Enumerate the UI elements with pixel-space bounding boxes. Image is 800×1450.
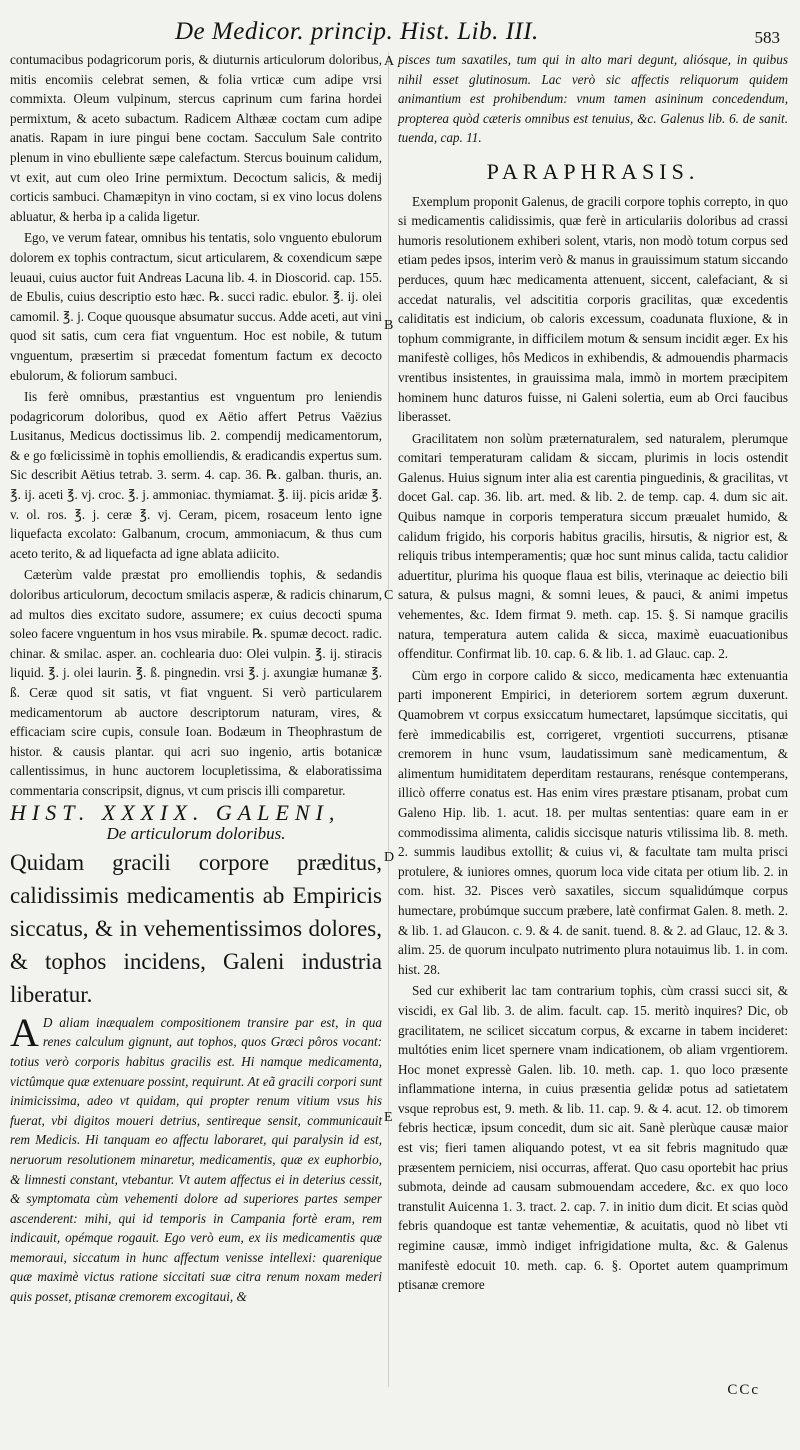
running-title: De Medicor. princip. Hist. Lib. III. <box>175 18 539 45</box>
margin-letter-b: B <box>384 318 394 333</box>
catchword: CCc <box>727 1382 760 1398</box>
right-column <box>398 50 788 1297</box>
margin-letter-c: C <box>384 588 394 603</box>
history-body <box>10 1009 382 1307</box>
margin-letter-a: A <box>384 54 395 69</box>
paraphrasis-heading: PARAPHRASIS. <box>486 158 700 184</box>
right-paragraph-5: Sed cur exhiberit lac tam contrarium tophis, cùm crassi succi sit, & viscidi, ex Gal lib. 3. de alim. facult. cap. 15. meritò inquires? Dic, ob gracilitatem, ne scilicet siccatum corpus, & excarne in tabem incideret: multóties enim licet spernere vnam indicationem, ob aliam vrgentiorem. Hoc monet expressè Galen. lib. 10. meth. cap. 1. quo loco præsente inflammatione interna, in cuius præsentia gelidæ potus ad satietatem vsque reprobus est, 9. meth. & lib. 11. cap. 9. & 4. acut. 12. ob timorem febris hecticæ, ipsum concedit, dum sic ait. Sanè plerùque causæ maior est vis; fieri tamen aliquando potest, vt ea sit febris magnitudo quæ præsentem perniciem, nisi occurras, afferat. Quo casu oportebit hac prius submota, deinde ad causam submouendam accedere, &c. ex quo loco transtulit Auicenna 1. 3. tract. 2. cap. 7. in initio dum dicit. Et scias quòd febris quandoque est tantæ vehementiæ, & acuitatis, quod nò libet vti regimine causæ, immò indiget infrigidatione multa, &c. & Galenus manifestè edocuit 10. meth. cap. 6. §. Oportet autem quamprimum ptisanæ cremore <box>398 983 788 1293</box>
margin-letter-e: E <box>384 1110 393 1125</box>
running-head <box>0 14 800 54</box>
page-number: 583 <box>754 28 780 47</box>
column-divider <box>388 52 389 1387</box>
right-paragraph-3: Gracilitatem non solùm præternaturalem, sed naturalem, plerumque comitari temperaturam calidam & siccam, plurimis in locis ostendit Galenus. Huius signum inter alia est carentia pinguedinis, & gracilitas, vt docet Gal. cap. 36. lib. art. med. & lib. 2. de temp. cap. 4. dum sic ait. Quibus namque in corporis temperatura siccum præualet humido, & calidum frigido, his corporis habitus gracilis, hirsutis, & nigrior est, & reliquis tribus intemperamentis; quæ hoc sunt minus calida, tactu calidior aduertitur, plurima his quoque flaua est bilis, vterinaque ac deiectio bili satura, & pulsus magni, & somni leues, & pauci, & animi impetus vehementes, &c. Idem firmat 9. meth. cap. 15. §. Si namque gracilis natura, temperatura autem calida & sicca, maximè euacuationibus offenditur. Confirmat lib. 10. cap. 6. & lib. 1. ad Glauc. cap. 2. <box>398 430 788 662</box>
right-paragraph-2: Exemplum proponit Galenus, de gracili corpore tophis correpto, in quo si medicamentis calidissimis, quæ ferè in articulariis doloribus ad crassi humoris resolutionem exhiberi solent, vtaris, non modò totum corpus sed etiam pedes ipsos, interim verò & manus in grauissimum statum siccando perduces, quum hæc medicamenta attenuent, siccent, calefaciant, & si accedat naturalis, vel adscititia corporis gracilitas, quæ excedentis caliditatis est indicium, ob caloris excessum, coadunata fluxione, & in tophum commigrante, in difficilem motum & sensum incidit æger. Ex his manifestè colliges, hôs Medicos in exhibendis, & admouendis pharmacis vrentibus insistentes, in grauissima mala, immò in mortem præcipitem hominem hunc daturos fuisse, ni Galeni solertia, eum ab Orci faucibus liberasset. <box>398 193 788 425</box>
drop-cap: A <box>10 1009 39 1055</box>
right-paragraph-4: Cùm ergo in corpore calido & sicco, medicamenta hæc extenuantia parti imponerent Empirici, in deteriorem sortem ægrum duxerunt. Quamobrem vt corpus exsiccatum humectaret, lapsúmque siccitatis, qui ferè immedicabilis est, corrigeret, vrgentioti succurrens, ptisanæ cremorem in hunc vsum, laudatissimum sanè medicamentum, & alimentum humiditatem deperditam restaurans, renésque contemperans, illicò offerre conatus est. Has enim vires præstare ptisanam, probat cum Galeno Hip. lib. 1. acut. 18. per multas sententias: quare eam in er commodissima alimenta, calidis siccisque naturis vtilissima lib. 8. meth. 2. summis laudibus extollit; & cuius vi, & facultate tam multa prisci protulere, & iuniores omnes, quorum loca vide citata per otium lib. 2. in com. hist. 32. Pisces verò saxatiles, siccum squalidúmque corpus humectare, probúmque succum præbere, latè confirmat Galen. 8. meth. 2. & lib. 1. ad Glaucon. c. 9. & 4. de sanit. tuend. 8. & 2. ad Glauc, 12. & 3. alim. 25. de quorum inculpato nutrimento plura notauimus lib. 1. in com. hist. 28. <box>398 667 788 977</box>
history-subheading: De articulorum doloribus. <box>106 824 286 844</box>
margin-letter-d: D <box>384 850 395 865</box>
right-paragraph-1: pisces tum saxatiles, tum qui in alto mari degunt, aliósque, in quibus nihil esset glutinosum. Lac verò sic affectis reliquorum quidem animantium est prohibendum: vnum tamen asininum concedendum, propterea quòd cæteris omnibus est tenuius, &c. Galenus lib. 6. de sanit. tuenda, cap. 11. <box>398 52 788 146</box>
left-paragraph-4: Cæterùm valde præstat pro emolliendis tophis, & sedandis doloribus articulorum, decoctum smilacis asperæ, & radicis chinarum, ad multos dies excitato sudore, assumere; ex cuius decocti spuma soleo facere vnguentum in hos vsus mirabile. ℞. spumæ decoct. radic. chinar. & smilac. asper. an. cochlearia duo: Olei vulpin. ℥. ij. stiracis liquid. ℥. j. olei laurin. ℥. ß. pingnedin. vrsi ℥. j. axungiæ humanæ ℥. ß. Ceræ quod sit satis, vt fiat vnguent. Si verò particularem medicamentorum ab auctore descriptorum naturam, vires, & efficaciam scire cupis, consule Ioan. Bodæum in Theophrastum de histor. & causis plantar. qui acri suo ingenio, artis botanicæ callentissimus, in hunc auctorem locupletissima, & elaboratissima commentaria conscripsit, dignus, vt cum priscis illi comparetur. <box>10 567 382 798</box>
left-paragraph-2: Ego, ve verum fatear, omnibus his tentatis, solo vnguento ebulorum dolorem ex tophis contractum, sicut articularem, & coxendicum sæpe leuaui, cuius auctor fuit Andreas Lacuna lib. 4. in Dioscorid. cap. 155. de Ebulis, cuius descriptio esto hæc. ℞. succi radic. ebulor. ℥. ij. olei camomil. ℥. j. Coque quousque absumatur succus. Adde aceti, aut vini quod sit satis, cum cera fiat vnguentum. Hoc est nobile, & tutum vnguentum, præsertim si præcedat fomentum factum ex decocto ebulorum, & foliorum sambuci. <box>10 230 382 383</box>
history-body-text: D aliam inæqualem compositionem transire par est, in qua renes calculum gignunt, aut tophos, quos Græci pôros vocant: totius verò corporis habitus gracilis est. Hi namque medicamenta, victûmque quæ extenuare possint, requirunt. At eã gracili corpori sunt inimicissima, adeo vt quidam, qui propter renum vitium vsus his fuerat, vbi digitos moueri detrius, sentireque sensit, communicauit rem Medicis. Hi tanquam eo affectu laboraret, qui paralysin id est, neruorum resolutionem minaretur, medicamentis, quæ ex euphorbio, & limnesti constant, vtebantur. Vt autem affectus ei in deterius cessit, & symptomata cùm vehementi dolore ad superiores partes semper ascenderent: mihi, qui id temporis in Campania fortè eram, rem indicauit, opémque rogauit. Ego verò eum, ex iis medicamentis quæ memoraui, siccatum in hunc affectum venisse intellexi: quarenique quæ maximè victus ratione siccitati suæ citra renum noxam mederi quis posset, ptisanæ cremorem excogitaui, & <box>10 1014 382 1305</box>
history-summary: Quidam gracili corpore præditus, calidissimis medicamentis ab Empiricis siccatus, & in vehementissimos dolores, & tophos incidens, Galeni industria liberatur. <box>10 849 382 1007</box>
left-paragraph-3: Iis ferè omnibus, præstantius est vnguentum pro leniendis podagricorum doloribus, quod ex Aëtio affert Petrus Vaëzius Lusitanus, Medicus doctissimus lib. 2. compendij medicamentorum, & e go fœlicissimè in tophis emolliendis, & eradicandis expertus sum. Sic describit Aëtius tetrab. 3. serm. 4. cap. 36. ℞. galban. thuris, an. ℥. ij. aceti ℥. vj. croc. ℥. j. ammoniac. thymiamat. ℥. iij. picis aridæ ℥. v. ol. ros. ℥. j. ceræ ℥. vj. Ceram, picem, rosaceum lento igne liquefacta excolato: Galbanum, crocum, ammoniacum, & thus cum aceto terito, & ad liquefacta ad igne ablata adiicito. <box>10 389 382 561</box>
left-column <box>10 50 382 1309</box>
history-heading: HIST. XXXIX. GALENI, <box>10 799 341 825</box>
left-paragraph-1: contumacibus podagricorum poris, & diuturnis articulorum doloribus, mitis encomiis celebrat semen, & folia vrticæ cum adipe vrsi commixta. Oleum vulpinum, stercus caprinum cum farina hordei permixtum, & aceto subactum. Radicem Althææ coctam cum adipe anatis. Rapam in iure pingui bene coctam. Sacculum Sale contrito plenum in vino ebulliente sæpe calefactum. Stercus bouinum calidum, vt exit, aut cum oleo Irine permixtum. Decoctum salicis, & medij corticis sambuci. Chamæpityn in vino coctam, si ex vino locus dolens abluatur, & herba ip a calida ligetur. <box>10 52 382 224</box>
